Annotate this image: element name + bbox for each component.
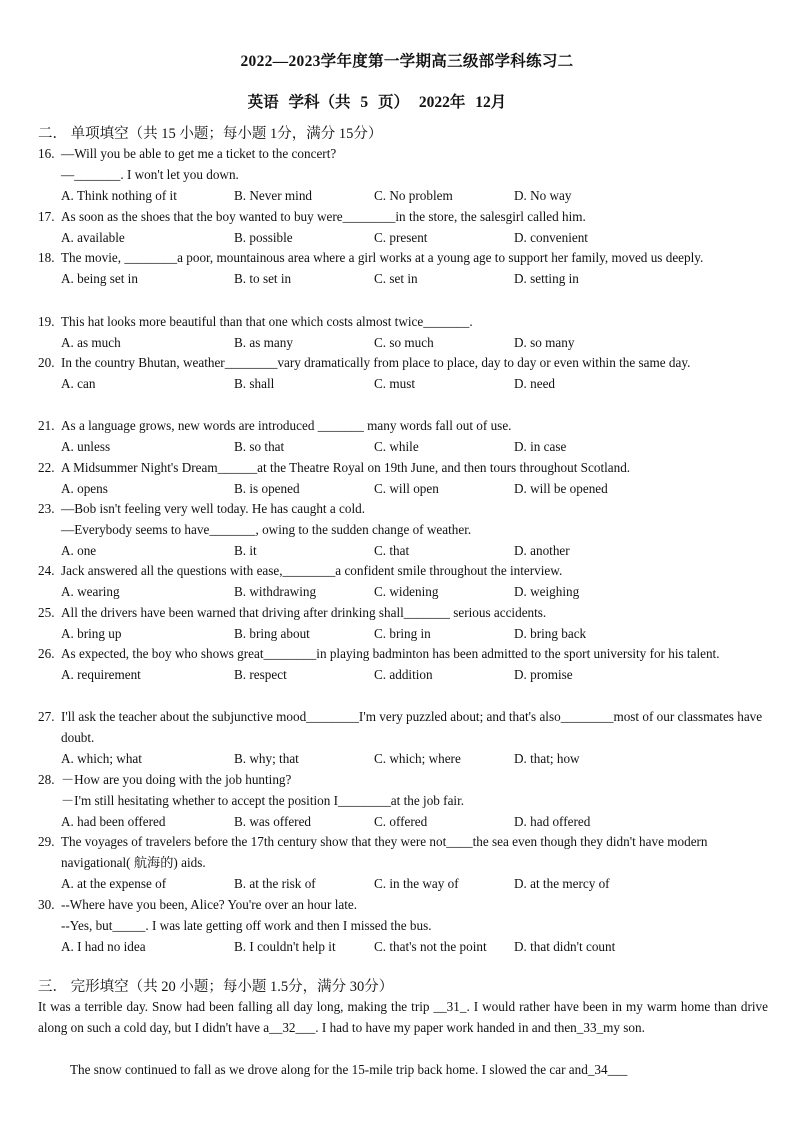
question-number: 25. <box>38 605 55 620</box>
option-d: D. No way <box>514 188 572 203</box>
question-number: 22. <box>38 460 55 475</box>
option-b: B. as many <box>234 335 293 350</box>
option-c: C. that <box>374 543 410 558</box>
question-number: 19. <box>38 314 55 329</box>
question-27 <box>38 706 768 769</box>
question-text: --Yes, but_____. I was late getting off work and then I missed the bus. <box>61 918 432 933</box>
answer-options <box>61 268 768 289</box>
option-b: B. bring about <box>234 626 310 641</box>
option-a: A. opens <box>61 481 108 496</box>
answer-options <box>61 436 768 457</box>
question-16 <box>38 143 768 206</box>
answer-options <box>61 811 768 832</box>
option-b: B. respect <box>234 667 287 682</box>
option-c: C. must <box>374 376 416 391</box>
option-c: C. will open <box>374 481 439 496</box>
question-text: All the drivers have been warned that driving after drinking shall_______ serious accidents. <box>61 605 547 620</box>
option-a: A. at the expense of <box>61 876 167 891</box>
option-a: A. unless <box>61 439 111 454</box>
option-d: D. weighing <box>514 584 580 599</box>
cloze-paragraph-2: The snow continued to fall as we drove along for the 15-mile trip back home. I slowed the car and_34___ <box>70 1062 628 1077</box>
answer-options <box>61 185 768 206</box>
answer-options <box>61 664 768 685</box>
question-28 <box>38 769 768 832</box>
answer-options <box>61 332 768 353</box>
answer-options <box>61 478 768 499</box>
option-a: A. can <box>61 376 96 391</box>
question-20 <box>38 352 768 394</box>
answer-options <box>61 873 768 894</box>
question-text: —Bob isn't feeling very well today. He has caught a cold. <box>61 501 366 516</box>
answer-options <box>61 936 768 957</box>
option-a: A. one <box>61 543 97 558</box>
question-text: This hat looks more beautiful than that one which costs almost twice_______. <box>61 314 473 329</box>
question-text: In the country Bhutan, weather________vary dramatically from place to place, day to day or even within the same day. <box>61 355 691 370</box>
option-b: B. was offered <box>234 814 312 829</box>
option-a: A. as much <box>61 335 121 350</box>
option-b: B. Never mind <box>234 188 313 203</box>
option-d: D. in case <box>514 439 567 454</box>
option-b: B. why; that <box>234 751 299 766</box>
option-d: D. promise <box>514 667 573 682</box>
option-d: D. bring back <box>514 626 587 641</box>
option-c: C. widening <box>374 584 439 599</box>
section-2-heading: 二． 单项填空（共 15 小题；每小题 1分，满分 15分） <box>38 126 383 142</box>
option-d: D. need <box>514 376 556 391</box>
question-text: —Will you be able to get me a ticket to the concert? <box>61 146 337 161</box>
question-19 <box>38 311 768 353</box>
question-text: Jack answered all the questions with ease,________a confident smile throughout the interview. <box>61 563 563 578</box>
cloze-paragraph-1: It was a terrible day. Snow had been falling all day long, making the trip __31_. I would rather have been in my warm home than drive along on such a cold day, but I didn't have a__32___. I had to have my paper work handed in and then_33_my son. <box>38 999 768 1035</box>
option-b: B. possible <box>234 230 293 245</box>
option-d: D. had offered <box>514 814 591 829</box>
option-b: B. I couldn't help it <box>234 939 336 954</box>
question-number: 30. <box>38 897 55 912</box>
question-text: As a language grows, new words are introduced _______ many words fall out of use. <box>61 418 512 433</box>
question-number: 28. <box>38 772 55 787</box>
question-number: 29. <box>38 834 55 849</box>
option-d: D. convenient <box>514 230 588 245</box>
question-number: 16. <box>38 146 55 161</box>
question-18 <box>38 247 768 289</box>
answer-options <box>61 540 768 561</box>
option-a: A. bring up <box>61 626 122 641</box>
option-c: C. set in <box>374 271 418 286</box>
question-text: —_______. I won't let you down. <box>61 167 239 182</box>
option-c: C. while <box>374 439 419 454</box>
option-b: B. is opened <box>234 481 300 496</box>
question-number: 18. <box>38 250 55 265</box>
option-a: A. Think nothing of it <box>61 188 177 203</box>
question-29 <box>38 831 768 894</box>
question-number: 24. <box>38 563 55 578</box>
option-c: C. present <box>374 230 428 245</box>
exam-subtitle: 英语 学科（共 5 页） 2022年 12月 <box>247 94 507 111</box>
option-c: C. offered <box>374 814 428 829</box>
option-a: A. I had no idea <box>61 939 146 954</box>
option-a: A. which; what <box>61 751 142 766</box>
question-text: －How are you doing with the job hunting? <box>61 772 292 787</box>
option-a: A. requirement <box>61 667 141 682</box>
option-a: A. being set in <box>61 271 138 286</box>
question-text: As expected, the boy who shows great________in playing badminton has been admitted to the sport university for his talent. <box>61 646 720 661</box>
option-c: C. which; where <box>374 751 461 766</box>
question-text: --Where have you been, Alice? You're over an hour late. <box>61 897 358 912</box>
option-c: C. addition <box>374 667 433 682</box>
option-c: C. No problem <box>374 188 453 203</box>
question-text: The movie, ________a poor, mountainous area where a girl works at a young age to support her family, moved us deeply. <box>61 250 704 265</box>
question-text: A Midsummer Night's Dream______at the Theatre Royal on 19th June, and then tours throughout Scotland. <box>61 460 631 475</box>
answer-options <box>61 623 768 644</box>
option-d: D. will be opened <box>514 481 608 496</box>
question-17 <box>38 206 768 248</box>
question-25 <box>38 602 768 644</box>
question-number: 23. <box>38 501 55 516</box>
option-c: C. bring in <box>374 626 431 641</box>
exam-title: 2022—2023学年度第一学期高三级部学科练习二 <box>240 53 574 70</box>
option-b: B. it <box>234 543 257 558</box>
question-24 <box>38 560 768 602</box>
option-b: B. shall <box>234 376 275 391</box>
question-21 <box>38 415 768 457</box>
option-d: D. another <box>514 543 570 558</box>
section-3-heading: 三． 完形填空（共 20 小题；每小题 1.5分，满分 30分） <box>38 979 394 995</box>
question-number: 27. <box>38 709 55 724</box>
option-a: A. had been offered <box>61 814 166 829</box>
option-a: A. available <box>61 230 125 245</box>
option-b: B. withdrawing <box>234 584 317 599</box>
option-c: C. in the way of <box>374 876 459 891</box>
answer-options <box>61 748 768 769</box>
question-number: 26. <box>38 646 55 661</box>
answer-options <box>61 581 768 602</box>
question-22 <box>38 457 768 499</box>
option-c: C. that's not the point <box>374 939 487 954</box>
question-30 <box>38 894 768 957</box>
option-d: D. so many <box>514 335 575 350</box>
question-text: I'll ask the teacher about the subjunctive mood________I'm very puzzled about; and that's also________most of our classmates have doubt. <box>61 709 763 745</box>
question-23 <box>38 498 768 561</box>
option-d: D. that didn't count <box>514 939 616 954</box>
answer-options <box>61 373 768 394</box>
option-b: B. to set in <box>234 271 292 286</box>
option-d: D. setting in <box>514 271 579 286</box>
answer-options <box>61 227 768 248</box>
option-b: B. at the risk of <box>234 876 316 891</box>
option-d: D. at the mercy of <box>514 876 610 891</box>
question-text: －I'm still hesitating whether to accept the position I________at the job fair. <box>61 793 465 808</box>
option-a: A. wearing <box>61 584 120 599</box>
question-number: 21. <box>38 418 55 433</box>
option-c: C. so much <box>374 335 434 350</box>
question-text: The voyages of travelers before the 17th century show that they were not____the sea even though they didn't have modern navigational( 航海的) aids. <box>61 834 708 870</box>
question-number: 20. <box>38 355 55 370</box>
option-d: D. that; how <box>514 751 580 766</box>
question-text: As soon as the shoes that the boy wanted to buy were________in the store, the salesgirl called him. <box>61 209 586 224</box>
question-26 <box>38 643 768 685</box>
question-text: —Everybody seems to have_______, owing to the sudden change of weather. <box>61 522 472 537</box>
option-b: B. so that <box>234 439 285 454</box>
question-number: 17. <box>38 209 55 224</box>
